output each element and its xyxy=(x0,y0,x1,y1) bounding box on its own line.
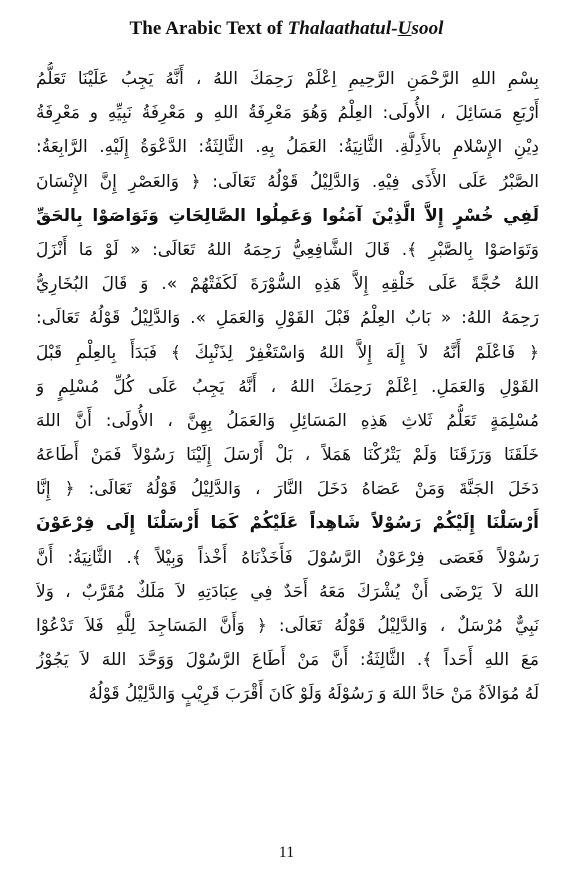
page-number: 11 xyxy=(278,844,295,861)
text-line: الصَّبْرُ عَلَى الأَذَى فِيْهِ. وَالدَّلِيْلُ قَوْلُهُ تَعَالَى: ﴿ وَالعَصْرِ إِنَّ الإِنْسَانَ xyxy=(36,171,539,192)
text-line: دَخَلَ الجَنَّةَ وَمَنْ عَصَاهُ دَخَلَ النَّارَ ، وَالدَّلِيْلُ قَوْلُهُ تَعَالَى: ﴿ إِنَّا xyxy=(36,479,539,500)
arabic-text-body xyxy=(36,62,539,712)
text-line: أَرْبَعِ مَسَائِلَ ، الأُولَى: العِلْمُ وَهُوَ مَعْرِفَةُ اللهِ و مَعْرِفَةُ نَبِيِّهِ و مَعْرِفَةُ xyxy=(36,103,539,124)
text-line: ﴿ فَاعْلَمْ أَنَّهُ لاَ إِلَهَ إِلاَّ اللهُ وَاسْتَغْفِرْ لِذَنْبِكَ ﴾ فَبَدَأَ بِالعِلْمِ قَبْلَ xyxy=(36,342,539,363)
header-text: The Arabic Text of xyxy=(129,18,288,39)
header-title-underlined: U xyxy=(397,18,412,39)
header-title-end: sool xyxy=(411,18,444,39)
header-title-italic: Thalaathatul- xyxy=(287,18,398,39)
text-line: مُسْلِمَةٍ تَعَلُّمُ ثَلاثِ هَذِهِ المَسَائِلِ وَالعَمَلُ بِهِنَّ ، الأُولَى: أَنَّ اللهَ xyxy=(36,410,539,431)
text-line: اللهُ حُجَّةً عَلَى خَلْقِهِ إِلاَّ هَذِهِ السُّوْرَةَ لَكَفَتْهُمْ ». وَ قَالَ البُخَارِيُّ xyxy=(36,274,539,295)
text-line: وَتَوَاصَوْا بِالصَّبْرِ ﴾. قَالَ الشَّافِعِيُّ رَحِمَهُ اللهُ تَعَالَى: « لَوْ مَا أَنْزَلَ xyxy=(36,239,539,260)
quran-verse-line: لَفِي خُسْرٍ إِلاَّ الَّذِيْنَ آمَنُوا وَعَمِلُوا الصَّالِحَاتِ وَتَوَاصَوْا بِالحَقِّ xyxy=(36,205,539,226)
text-line: نَبِيٌّ مُرْسَلٌ ، وَالدَّلِيْلُ قَوْلُهُ تَعَالَى: ﴿ وَأَنَّ المَسَاجِدَ لِلَّهِ فَلاَ تَدْعُوْا xyxy=(36,616,539,636)
running-header xyxy=(0,18,573,40)
text-line: اللهَ لاَ يَرْضَى أَنْ يُشْرَكَ مَعَهُ أَحَدٌ فِي عِبَادَتِهِ لاَ مَلَكٌ مُقَرَّبٌ ، وَلاَ xyxy=(36,581,539,602)
text-line: مَعَ اللهِ أَحَداً ﴾. الثَّالِثَةُ: أَنَّ مَنْ أَطَاعَ الرَّسُوْلَ وَوَحَّدَ اللهَ لاَ يَجُوْزُ xyxy=(36,650,539,671)
text-line: رَسُوْلاً فَعَصَى فِرْعَوْنُ الرَّسُوْلَ فَأَخَذْنَاهُ أَخْذاً وَبِيْلاً ﴾. الثَّانِيَةُ: أَنَّ xyxy=(36,547,539,568)
text-line: القَوْلِ وَالعَمَلِ. اِعْلَمْ رَحِمَكَ اللهُ ، أَنَّهُ يَجِبُ عَلَى كُلِّ مُسْلِمٍ وَ xyxy=(36,376,539,397)
text-line: بِسْمِ اللهِ الرَّحْمَنِ الرَّحِيمِ اِعْلَمْ رَحِمَكَ اللهُ ، أَنَّهُ يَجِبُ عَلَيْنَا تَعَلُّمُ xyxy=(36,69,539,89)
text-line: دِيْنِ الإِسْلامِ بالأَدِلَّةِ. الثَّانِيَةُ: العَمَلُ بِهِ. الثَّالِثَةُ: الدَّعْوَةُ إِلَيْهِ. الرَّابِعَةُ: xyxy=(36,137,539,158)
quran-verse-line: أَرْسَلْنَا إِلَيْكُمْ رَسُوْلاً شَاهِداً عَلَيْكُمْ كَمَا أَرْسَلْنَا إِلَى فِرْعَوْنَ xyxy=(36,513,539,534)
text-line: لَهُ مُوَالاَةُ مَنْ حَادَّ اللهَ وَ رَسُوْلَهُ وَلَوْ كَانَ أَقْرَبَ قَرِيْبٍ وَالدَّلِيْلُ قَوْلُهُ xyxy=(88,684,539,705)
text-line: خَلَقَنَا وَرَزَقَنَا وَلَمْ يَتْرُكْنَا هَمَلاً ، بَلْ أَرْسَلَ إِلَيْنَا رَسُوْلاً فَمَنْ أَطَاعَهُ xyxy=(36,445,539,466)
text-line: رَحِمَهُ اللهُ: « بَابٌ العِلْمُ قَبْلَ القَوْلِ وَالعَمَلِ ». وَالدَّلِيْلُ قَوْلُهُ تَعَالَى: xyxy=(36,308,539,329)
